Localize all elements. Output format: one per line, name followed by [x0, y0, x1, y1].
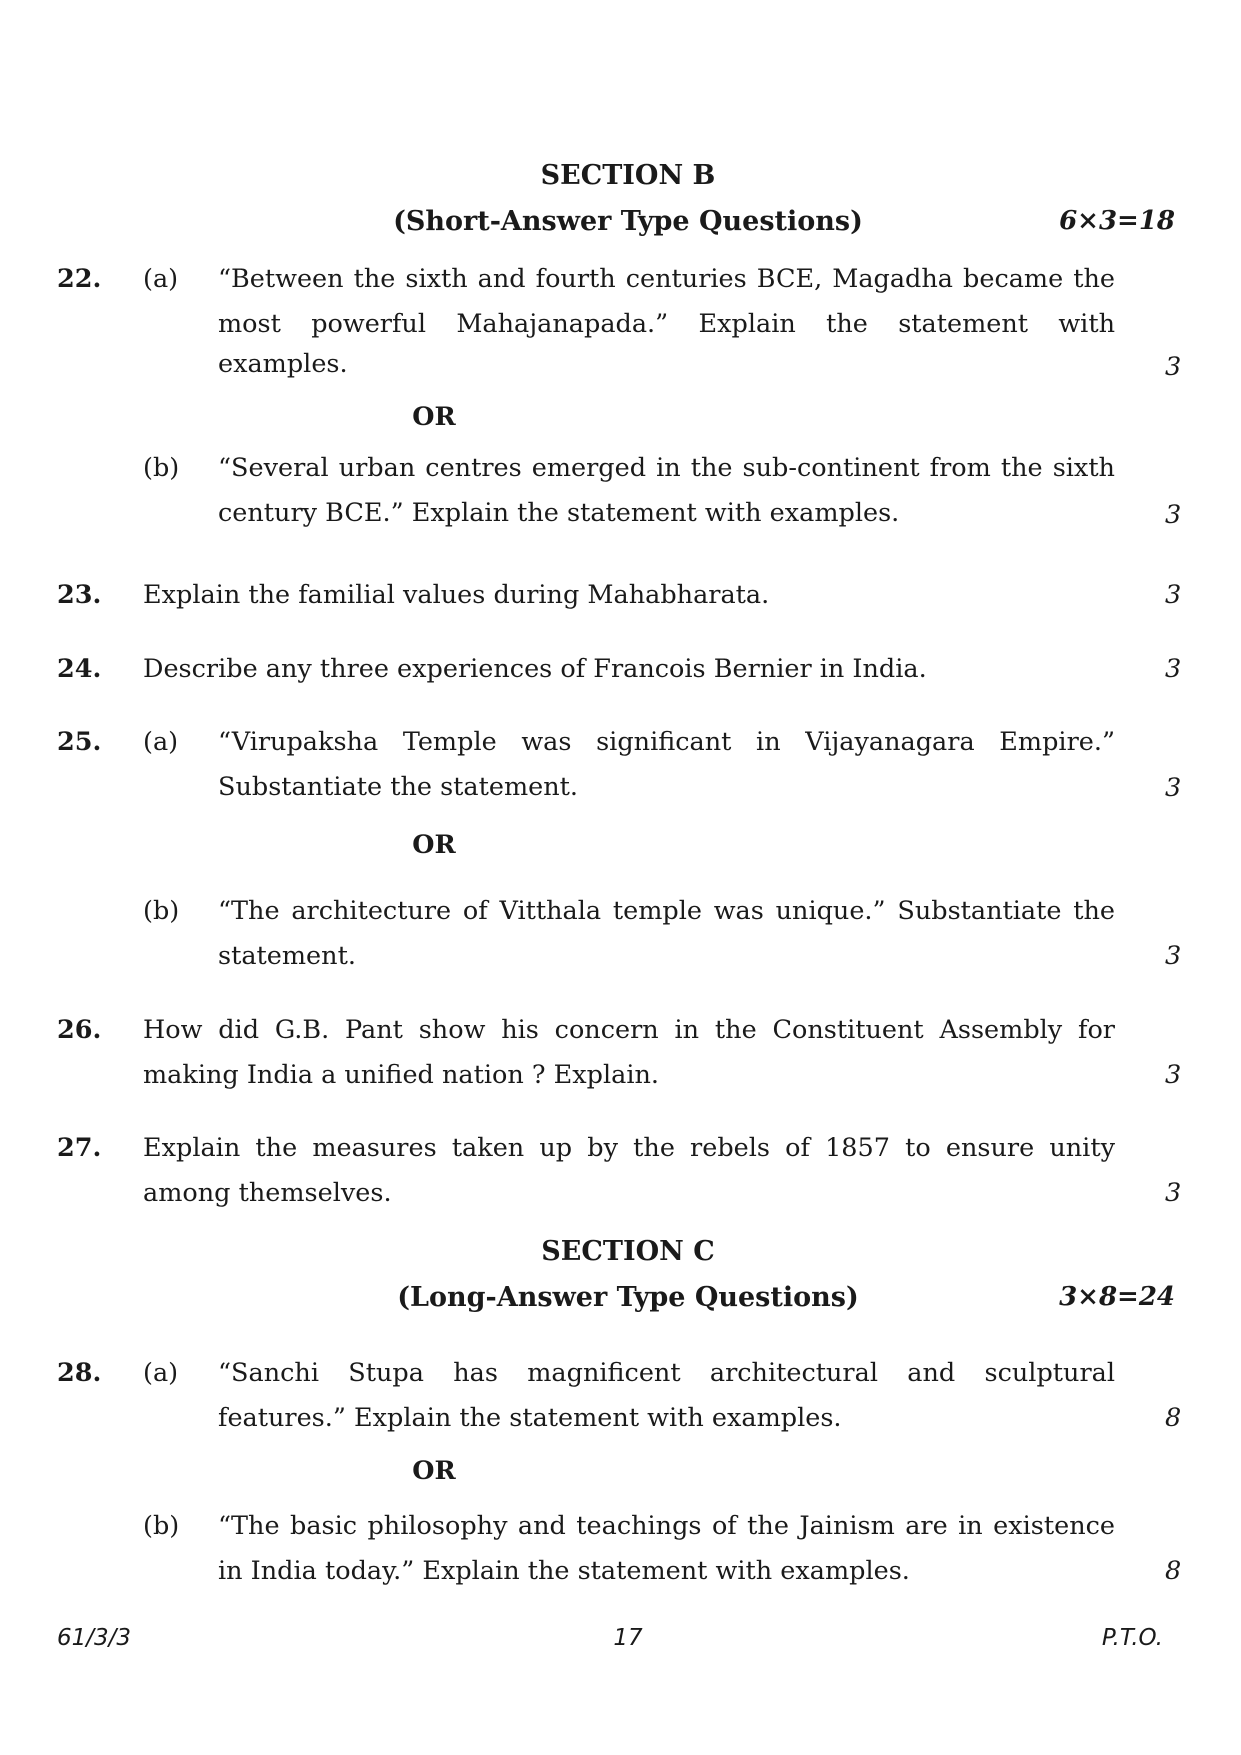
option-label: (b) [143, 896, 180, 926]
section-b-marks-scheme: 6×3=18 [1059, 206, 1175, 236]
question-text [218, 1511, 1115, 1586]
marks: 3 [1165, 1178, 1182, 1208]
marks: 3 [1165, 352, 1182, 382]
option-label: (a) [143, 264, 179, 294]
question-number: 26. [57, 1015, 102, 1045]
option-label: (a) [143, 1358, 179, 1388]
text-line: century BCE.” Explain the statement with examples. [218, 498, 900, 528]
question-number: 22. [57, 264, 102, 294]
text-line: “Virupaksha Temple was significant in Vijayanagara Empire.” [218, 727, 1115, 757]
text-line: How did G.B. Pant show his concern in the Constituent Assembly for [143, 1015, 1115, 1045]
text-line: “The basic philosophy and teachings of the Jainism are in existence [218, 1511, 1115, 1541]
option-label: (a) [143, 727, 179, 757]
question-text [218, 896, 1115, 971]
text-line: examples. [218, 349, 348, 379]
question-number: 23. [57, 580, 102, 610]
question-text [143, 1133, 1115, 1208]
text-line: most powerful Mahajanapada.” Explain the statement with [218, 309, 1115, 339]
marks: 8 [1165, 1403, 1182, 1433]
question-number: 28. [57, 1358, 102, 1388]
question-number: 25. [57, 727, 102, 757]
question-text [218, 453, 1115, 528]
question-number: 27. [57, 1133, 102, 1163]
text-line: “Between the sixth and fourth centuries BCE, Magadha became the [218, 264, 1115, 294]
option-label: (b) [143, 453, 180, 483]
page-number: 17 [613, 1625, 643, 1651]
pto-label: P.T.O. [1101, 1625, 1163, 1651]
question-text: Explain the familial values during Mahabharata. [143, 580, 770, 610]
section-b-subtitle: (Short-Answer Type Questions) [393, 206, 863, 237]
question-text [218, 1358, 1115, 1433]
question-text [218, 727, 1115, 802]
marks: 8 [1165, 1556, 1182, 1586]
section-c-marks-scheme: 3×8=24 [1059, 1282, 1175, 1312]
marks: 3 [1165, 654, 1182, 684]
section-c-subtitle: (Long-Answer Type Questions) [397, 1282, 859, 1313]
or-separator: OR [412, 1456, 456, 1486]
text-line: statement. [218, 941, 356, 971]
marks: 3 [1165, 1060, 1182, 1090]
question-text [143, 1015, 1115, 1090]
marks: 3 [1165, 500, 1182, 530]
marks: 3 [1165, 773, 1182, 803]
text-line: Substantiate the statement. [218, 772, 579, 802]
text-line: among themselves. [143, 1178, 392, 1208]
paper-code: 61/3/3 [57, 1625, 132, 1651]
or-separator: OR [412, 830, 456, 860]
or-separator: OR [412, 402, 456, 432]
text-line: Explain the measures taken up by the rebels of 1857 to ensure unity [143, 1133, 1115, 1163]
marks: 3 [1165, 941, 1182, 971]
option-label: (b) [143, 1511, 180, 1541]
question-text: Describe any three experiences of Francois Bernier in India. [143, 654, 927, 684]
marks: 3 [1165, 580, 1182, 610]
text-line: in India today.” Explain the statement with examples. [218, 1556, 910, 1586]
text-line: making India a unified nation ? Explain. [143, 1060, 660, 1090]
section-b-title: SECTION B [540, 160, 716, 191]
question-text [218, 264, 1115, 379]
text-line: “The architecture of Vitthala temple was unique.” Substantiate the [218, 896, 1115, 926]
text-line: features.” Explain the statement with examples. [218, 1403, 842, 1433]
question-number: 24. [57, 654, 102, 684]
text-line: “Sanchi Stupa has magnificent architectural and sculptural [218, 1358, 1115, 1388]
section-c-title: SECTION C [541, 1236, 715, 1267]
text-line: “Several urban centres emerged in the sub-continent from the sixth [218, 453, 1115, 483]
